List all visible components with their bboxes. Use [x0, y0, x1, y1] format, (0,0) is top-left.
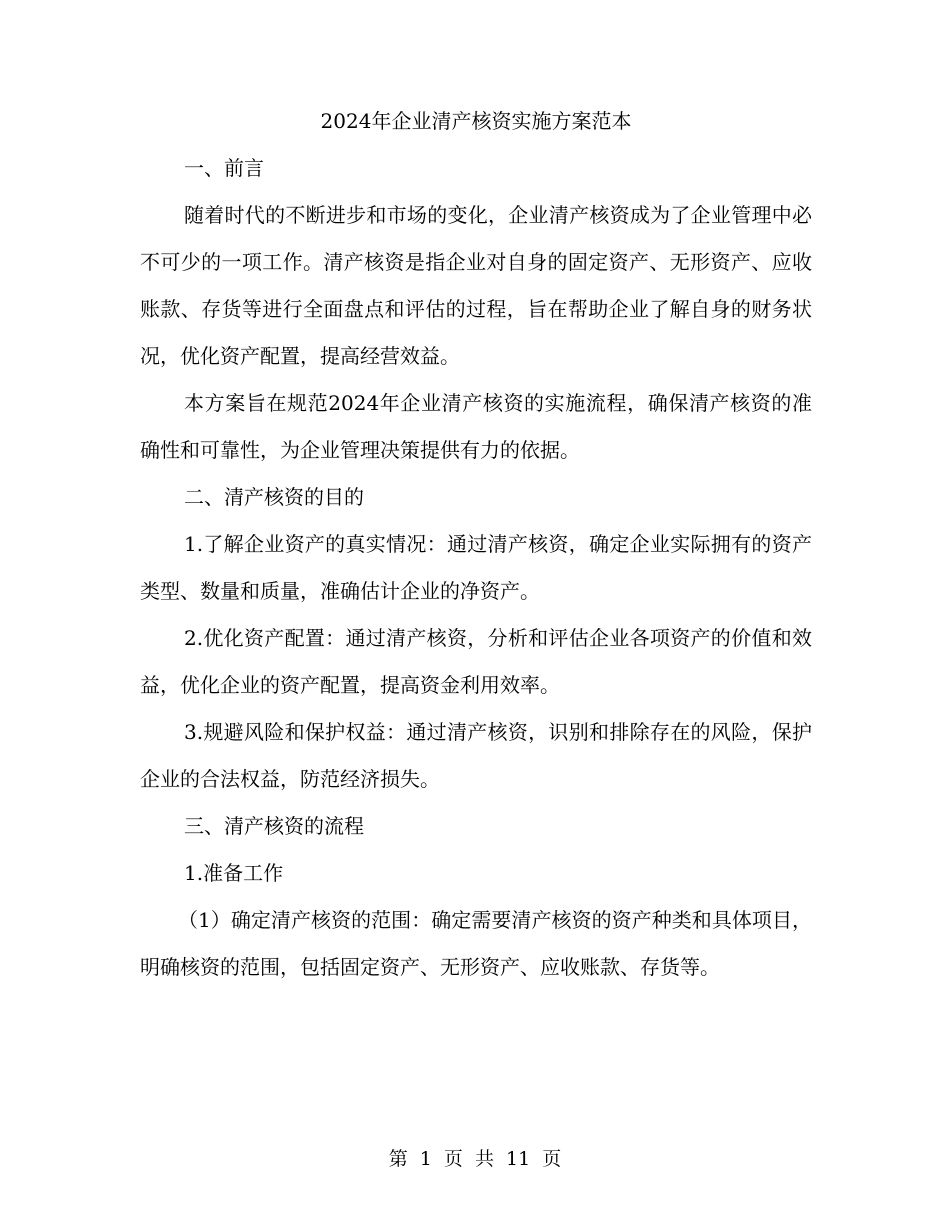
document-title: 2024年企业清产核资实施方案范本: [320, 109, 632, 133]
section-heading-purpose: 二、清产核资的目的: [184, 485, 364, 509]
document-body: [140, 98, 812, 991]
section-heading-preface: 一、前言: [184, 156, 264, 180]
paragraph-scope: 本方案旨在规范2024年企业清产核资的实施流程，确保清产核资的准确性和可靠性，为企业管理决策提供有力的依据。: [140, 391, 812, 462]
paragraph-process-1-1: （1）确定清产核资的范围：确定需要清产核资的资产种类和具体项目，明确核资的范围，包括固定资产、无形资产、应收账款、存货等。: [140, 908, 812, 979]
paragraph-purpose-1: 1.了解企业资产的真实情况：通过清产核资，确定企业实际拥有的资产类型、数量和质量，准确估计企业的净资产。: [140, 532, 812, 603]
paragraph-intro: 随着时代的不断进步和市场的变化，企业清产核资成为了企业管理中必不可少的一项工作。清产核资是指企业对自身的固定资产、无形资产、应收账款、存货等进行全面盘点和评估的过程，旨在帮助企业了解自身的财务状况，优化资产配置，提高经营效益。: [140, 203, 812, 368]
paragraph-purpose-3: 3.规避风险和保护权益：通过清产核资，识别和排除存在的风险，保护企业的合法权益，防范经济损失。: [140, 720, 812, 791]
section-heading-process: 三、清产核资的流程: [184, 814, 364, 838]
paragraph-process-1: 1.准备工作: [184, 861, 284, 885]
paragraph-purpose-2: 2.优化资产配置：通过清产核资，分析和评估企业各项资产的价值和效益，优化企业的资产配置，提高资金利用效率。: [140, 626, 812, 697]
page-footer: 第 1 页 共 11 页: [388, 1148, 562, 1170]
